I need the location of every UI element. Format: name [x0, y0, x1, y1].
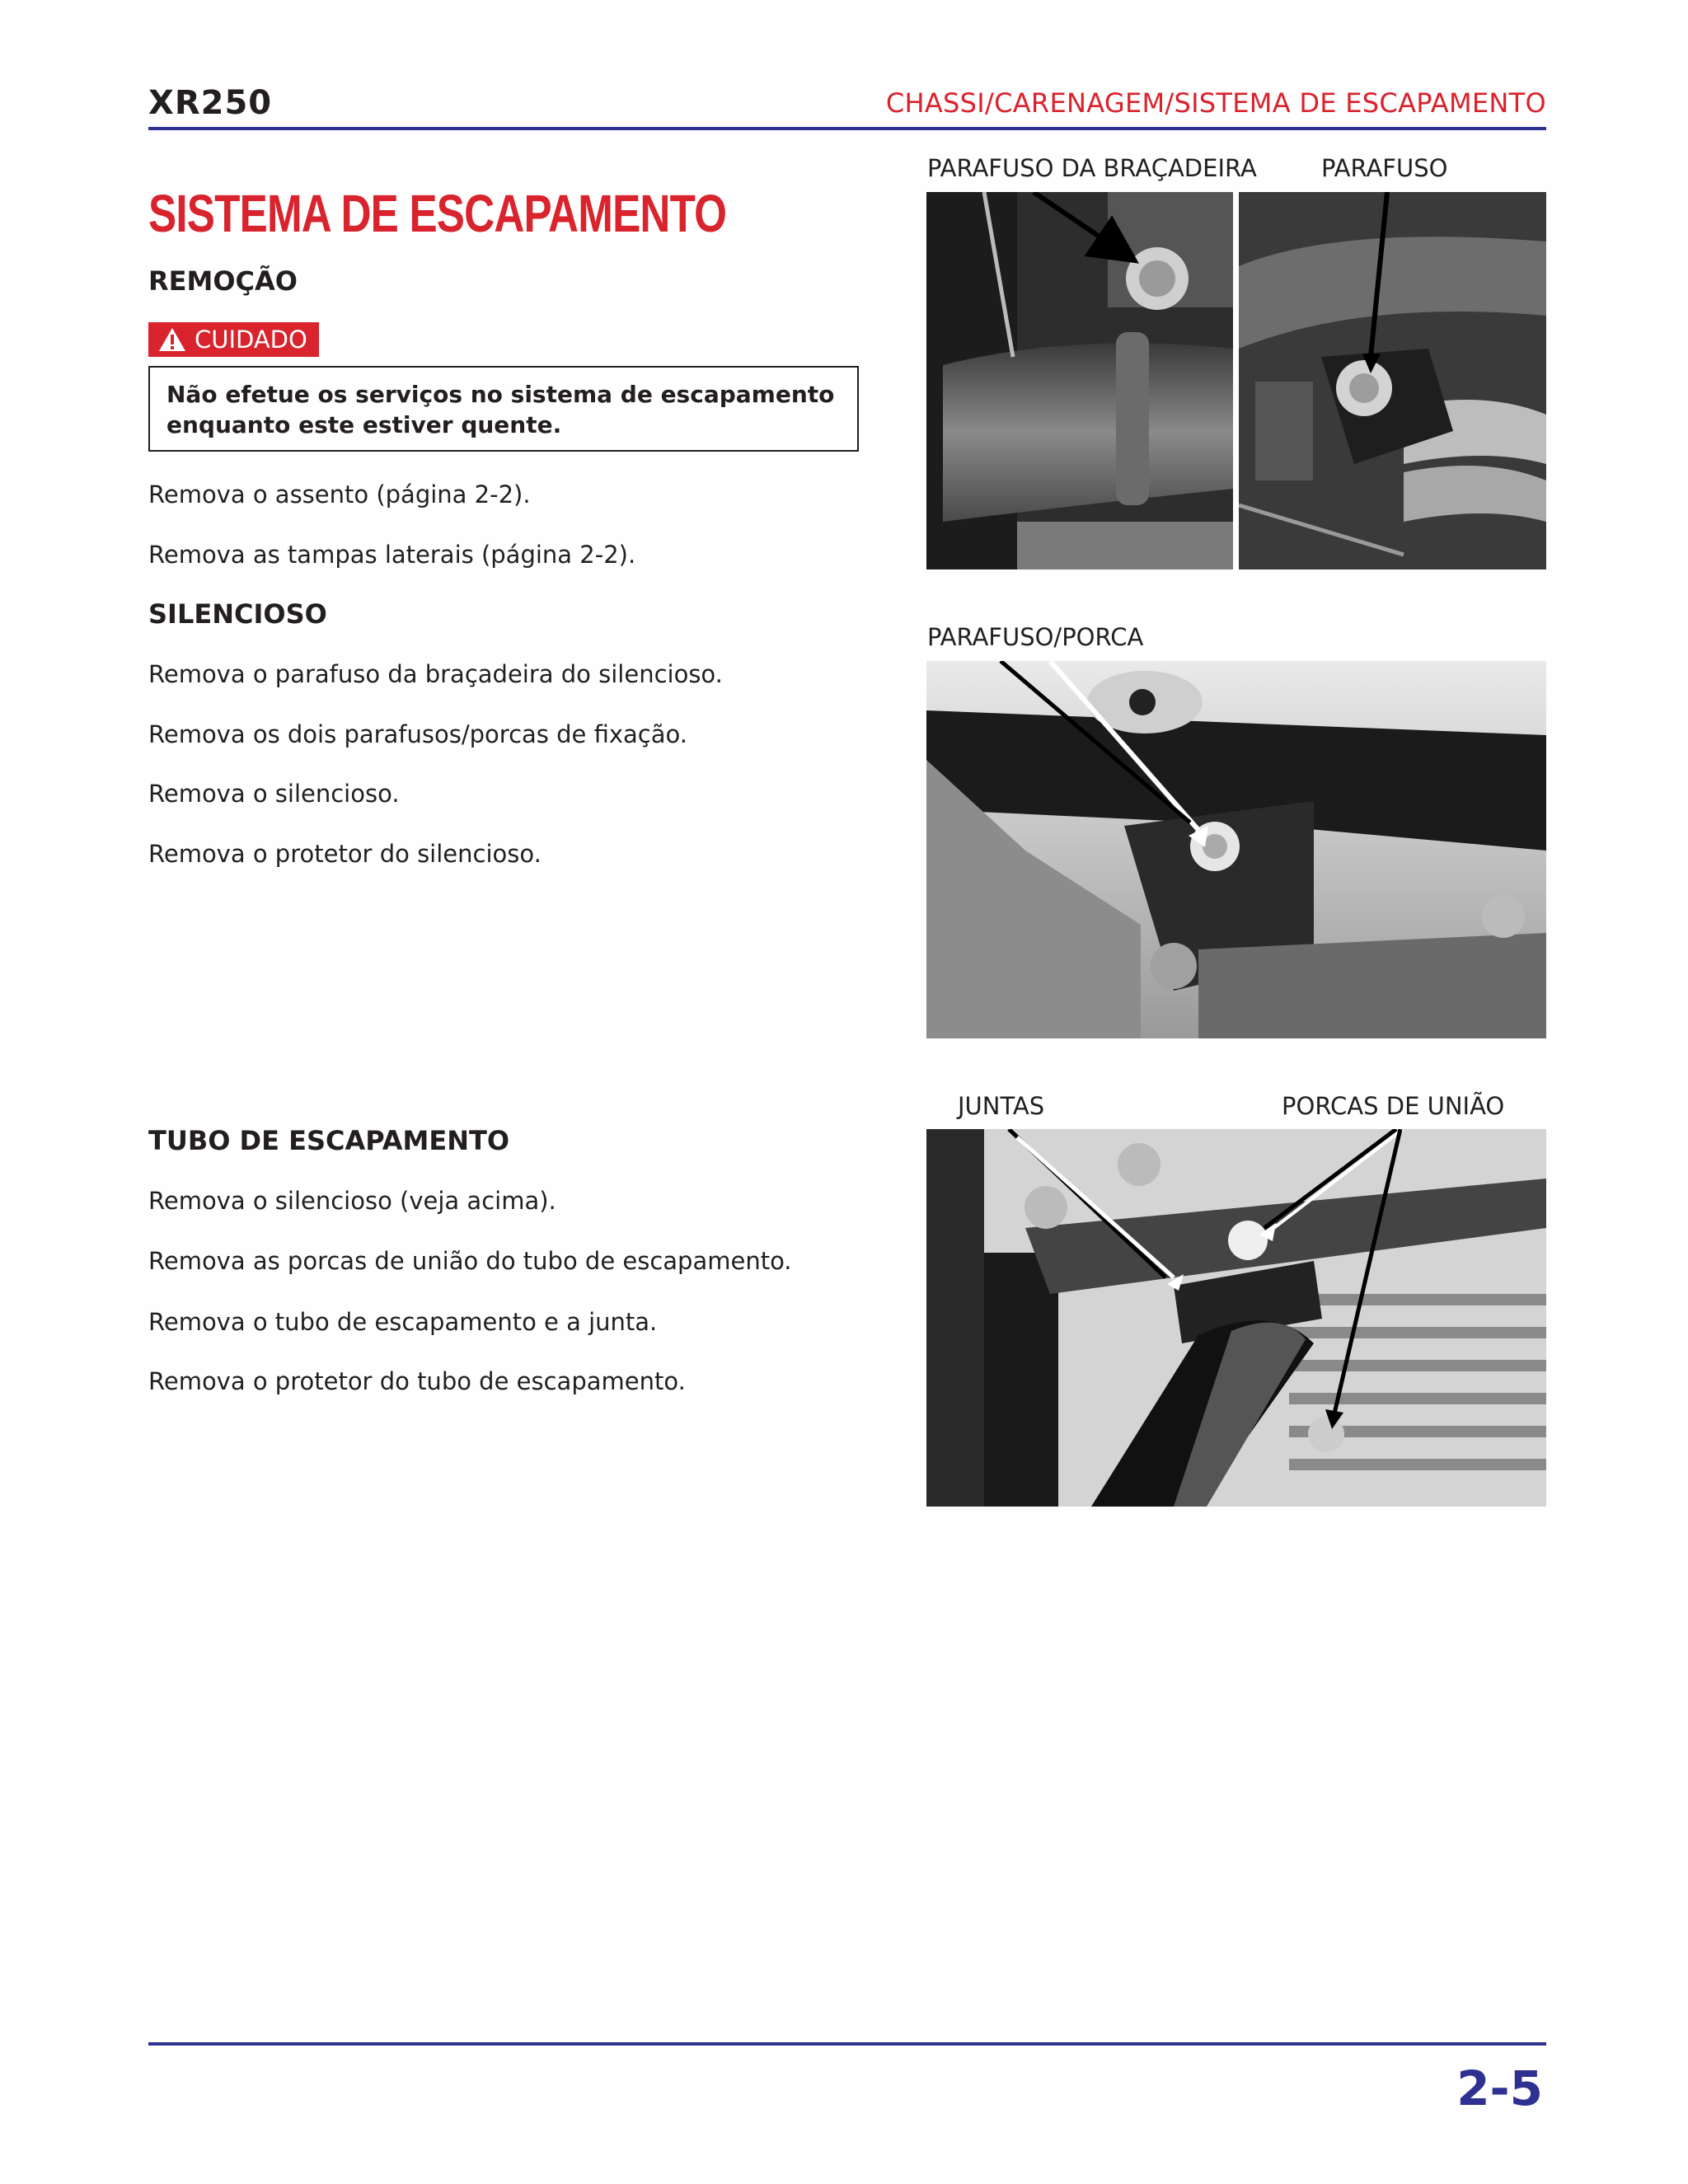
fig1-label-clamp-bolt: PARAFUSO DA BRAÇADEIRA [927, 154, 1257, 182]
fig3-label-gaskets: JUNTAS [958, 1092, 1045, 1120]
exhaust-step-4: Remova o protetor do tubo de escapamento. [148, 1367, 686, 1395]
exhaust-pipe-heading: TUBO DE ESCAPAMENTO [148, 1125, 510, 1156]
intro-step-1: Remova o assento (página 2-2). [148, 480, 531, 509]
caution-badge [148, 322, 319, 357]
header-rule [148, 127, 1546, 130]
caution-text-line2: enquanto este estiver quente. [166, 411, 562, 438]
footer-rule [148, 2042, 1546, 2046]
page-number: 2-5 [1456, 2060, 1543, 2116]
model-name: XR250 [148, 84, 273, 122]
fig1-label-bolt: PARAFUSO [1321, 154, 1448, 182]
removal-heading: REMOÇÃO [148, 265, 298, 297]
caution-box [148, 366, 859, 452]
exhaust-step-2: Remova as porcas de união do tubo de escapamento. [148, 1247, 792, 1275]
intro-step-2: Remova as tampas laterais (página 2-2). [148, 541, 636, 569]
muffler-heading: SILENCIOSO [148, 598, 327, 630]
fig3-label-joint-nuts: PORCAS DE UNIÃO [1282, 1092, 1505, 1120]
exhaust-step-3: Remova o tubo de escapamento e a junta. [148, 1308, 658, 1336]
caution-text-line1: Não efetue os serviços no sistema de escapamento [166, 381, 835, 408]
fig1a-photo-muffler-clamp [926, 192, 1233, 569]
fig2-photo-muffler-mount [926, 661, 1546, 1038]
warning-triangle-icon [158, 327, 186, 352]
page-title: SISTEMA DE ESCAPAMENTO [148, 184, 727, 243]
muffler-step-4: Remova o protetor do silencioso. [148, 840, 542, 868]
caution-label: CUIDADO [195, 326, 307, 354]
fig3-photo-exhaust-pipe [926, 1129, 1546, 1507]
muffler-step-1: Remova o parafuso da braçadeira do silencioso. [148, 660, 723, 688]
fig2-label-bolt-nut: PARAFUSO/PORCA [927, 623, 1144, 651]
muffler-step-3: Remova o silencioso. [148, 780, 400, 808]
fig1b-photo-bolt [1239, 192, 1546, 569]
muffler-step-2: Remova os dois parafusos/porcas de fixação. [148, 720, 687, 748]
exhaust-step-1: Remova o silencioso (veja acima). [148, 1187, 556, 1215]
section-title: CHASSI/CARENAGEM/SISTEMA DE ESCAPAMENTO [885, 87, 1546, 119]
